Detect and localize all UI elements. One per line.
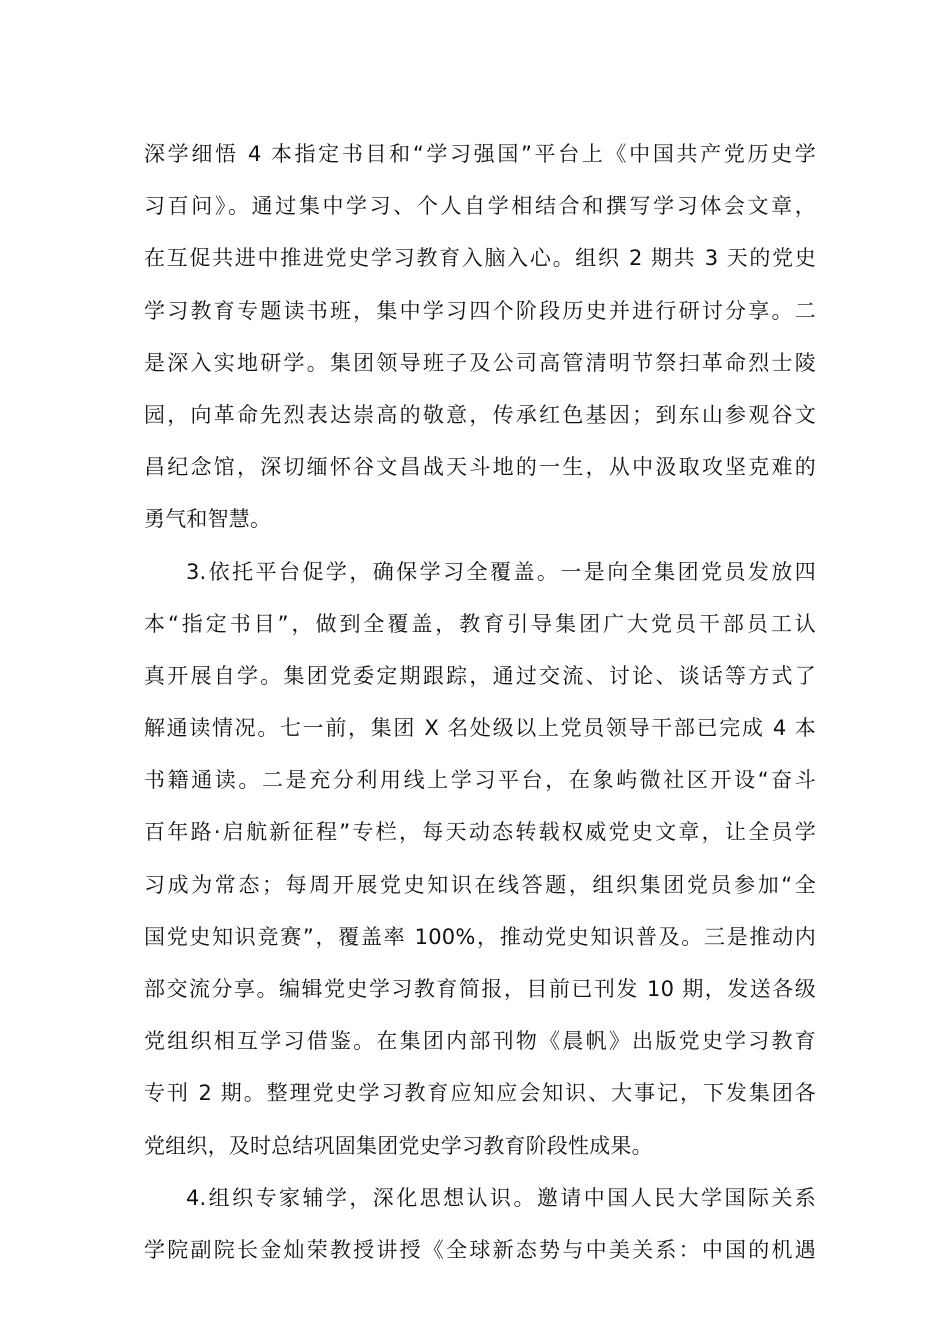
text-line: 百年路·启航新征程”专栏，每天动态转载权威党史文章，让全员学 bbox=[144, 820, 816, 845]
text-line: 在互促共进中推进党史学习教育入脑入心。组织 2 期共 3 天的党史 bbox=[144, 246, 816, 271]
text-line: 习百问》。通过集中学习、个人自学相结合和撰写学习体会文章， bbox=[144, 194, 816, 219]
body-text bbox=[144, 128, 816, 1276]
text-line: 学习教育专题读书班，集中学习四个阶段历史并进行研讨分享。二 bbox=[144, 298, 816, 323]
text-line: 勇气和智慧。 bbox=[144, 507, 272, 532]
text-line: 国党史知识竞赛”，覆盖率 100%，推动党史知识普及。三是推动内 bbox=[144, 924, 816, 949]
text-line: 深学细悟 4 本指定书目和“学习强国”平台上《中国共产党历史学 bbox=[144, 142, 816, 166]
text-line: 园，向革命先烈表达崇高的敬意，传承红色基因；到东山参观谷文 bbox=[144, 402, 816, 427]
text-line: 党组织相互学习借鉴。在集团内部刊物《晨帆》出版党史学习教育 bbox=[144, 1029, 816, 1054]
text-line: 书籍通读。二是充分利用线上学习平台，在象屿微社区开设“奋斗 bbox=[144, 768, 816, 793]
text-line: 本“指定书目”，做到全覆盖，教育引导集团广大党员干部员工认 bbox=[144, 611, 816, 636]
text-line: 部交流分享。编辑党史学习教育简报，目前已刊发 10 期，发送各级 bbox=[144, 977, 816, 1001]
text-line: 党组织，及时总结巩固集团党史学习教育阶段性成果。 bbox=[144, 1133, 653, 1158]
text-line: 昌纪念馆，深切缅怀谷文昌战天斗地的一生，从中汲取攻坚克难的 bbox=[144, 455, 816, 480]
paragraph-start-line: 4.组织专家辅学，深化思想认识。邀请中国人民大学国际关系 bbox=[186, 1185, 816, 1210]
text-line: 学院副院长金灿荣教授讲授《全球新态势与中美关系：中国的机遇 bbox=[144, 1237, 816, 1262]
text-line: 真开展自学。集团党委定期跟踪，通过交流、讨论、谈话等方式了 bbox=[144, 663, 816, 688]
text-line: 习成为常态；每周开展党史知识在线答题，组织集团党员参加“全 bbox=[144, 872, 816, 897]
text-line: 是深入实地研学。集团领导班子及公司高管清明节祭扫革命烈士陵 bbox=[144, 350, 816, 375]
text-line: 解通读情况。七一前，集团 X 名处级以上党员领导干部已完成 4 本 bbox=[144, 716, 816, 741]
text-line: 专刊 2 期。整理党史学习教育应知应会知识、大事记，下发集团各 bbox=[144, 1081, 816, 1106]
paragraph-start-line: 3.依托平台促学，确保学习全覆盖。一是向全集团党员发放四 bbox=[186, 559, 816, 584]
